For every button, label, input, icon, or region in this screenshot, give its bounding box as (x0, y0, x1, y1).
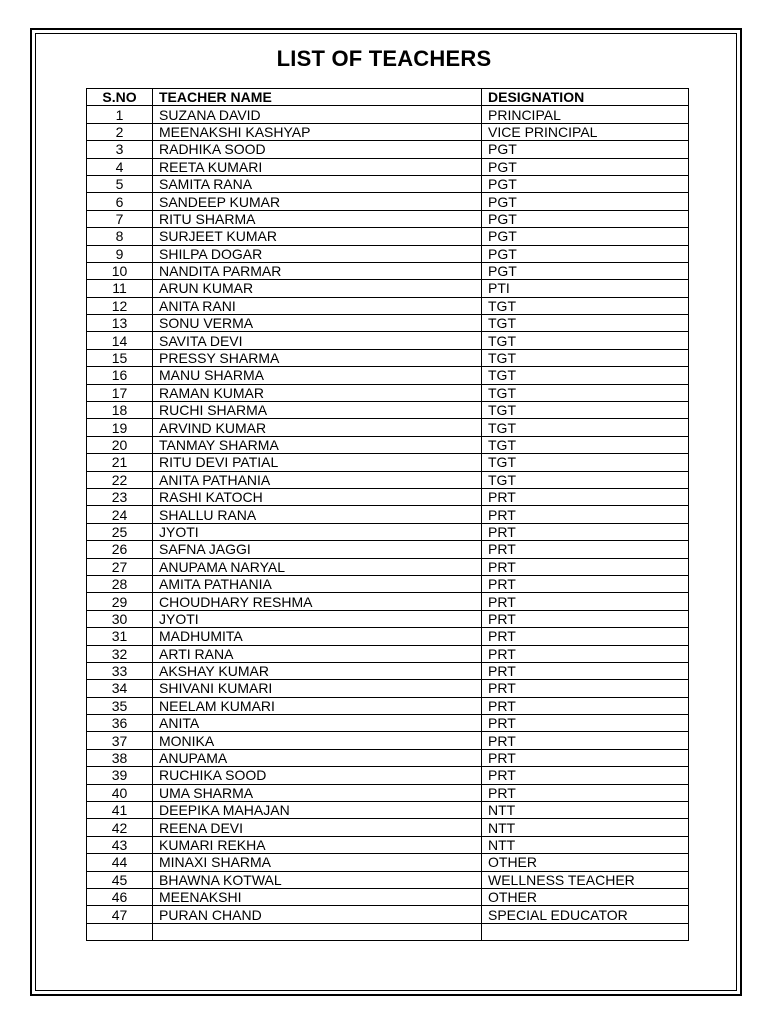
table-row (87, 280, 689, 297)
cell-designation: PRT (482, 610, 689, 627)
cell-teacher-name: KUMARI REKHA (153, 836, 482, 853)
cell-designation: SPECIAL EDUCATOR (482, 906, 689, 923)
cell-designation: OTHER (482, 888, 689, 905)
table-row (87, 541, 689, 558)
cell-sno: 5 (87, 175, 153, 192)
cell-designation: TGT (482, 436, 689, 453)
cell-designation: PGT (482, 210, 689, 227)
cell-teacher-name: RUCHI SHARMA (153, 402, 482, 419)
cell-sno: 7 (87, 210, 153, 227)
cell-sno: 46 (87, 888, 153, 905)
cell-sno: 25 (87, 523, 153, 540)
table-row (87, 819, 689, 836)
cell-teacher-name: ANUPAMA (153, 749, 482, 766)
table-row (87, 419, 689, 436)
table-row (87, 593, 689, 610)
cell-teacher-name: JYOTI (153, 523, 482, 540)
cell-teacher-name: SAFNA JAGGI (153, 541, 482, 558)
cell-designation: PRT (482, 558, 689, 575)
cell-sno: 6 (87, 193, 153, 210)
table-row (87, 436, 689, 453)
table-row (87, 575, 689, 592)
cell-designation: WELLNESS TEACHER (482, 871, 689, 888)
table-row (87, 158, 689, 175)
cell-designation: VICE PRINCIPAL (482, 123, 689, 140)
cell-designation: NTT (482, 836, 689, 853)
cell-sno: 18 (87, 402, 153, 419)
cell-teacher-name: MONIKA (153, 732, 482, 749)
cell-sno (87, 923, 153, 940)
table-row (87, 854, 689, 871)
cell-designation: PRT (482, 697, 689, 714)
cell-designation: PGT (482, 175, 689, 192)
table-row (87, 906, 689, 923)
cell-teacher-name: SUZANA DAVID (153, 106, 482, 123)
table-row (87, 680, 689, 697)
cell-teacher-name: SONU VERMA (153, 315, 482, 332)
cell-sno: 3 (87, 141, 153, 158)
cell-designation: PRINCIPAL (482, 106, 689, 123)
cell-sno: 24 (87, 506, 153, 523)
table-row (87, 384, 689, 401)
cell-sno: 1 (87, 106, 153, 123)
teachers-table (86, 88, 689, 941)
cell-teacher-name: NANDITA PARMAR (153, 262, 482, 279)
cell-sno: 8 (87, 228, 153, 245)
cell-sno: 13 (87, 315, 153, 332)
cell-sno: 21 (87, 454, 153, 471)
cell-teacher-name: MEENAKSHI (153, 888, 482, 905)
cell-sno: 28 (87, 575, 153, 592)
table-row (87, 871, 689, 888)
cell-sno: 42 (87, 819, 153, 836)
cell-teacher-name: AMITA PATHANIA (153, 575, 482, 592)
cell-teacher-name: RITU DEVI PATIAL (153, 454, 482, 471)
table-row (87, 402, 689, 419)
table-row (87, 141, 689, 158)
table-row (87, 262, 689, 279)
cell-teacher-name: PRESSY SHARMA (153, 349, 482, 366)
cell-sno: 26 (87, 541, 153, 558)
cell-teacher-name: SHILPA DOGAR (153, 245, 482, 262)
cell-sno: 40 (87, 784, 153, 801)
cell-teacher-name: ARVIND KUMAR (153, 419, 482, 436)
cell-designation: PGT (482, 141, 689, 158)
cell-sno: 30 (87, 610, 153, 627)
cell-designation: PGT (482, 245, 689, 262)
table-row (87, 175, 689, 192)
table-row (87, 245, 689, 262)
cell-sno: 41 (87, 802, 153, 819)
cell-teacher-name: JYOTI (153, 610, 482, 627)
cell-sno: 10 (87, 262, 153, 279)
table-row (87, 210, 689, 227)
table-row (87, 123, 689, 140)
cell-sno: 27 (87, 558, 153, 575)
table-row (87, 106, 689, 123)
cell-designation: PRT (482, 784, 689, 801)
table-row (87, 715, 689, 732)
cell-designation: TGT (482, 384, 689, 401)
cell-designation: PRT (482, 575, 689, 592)
cell-sno: 39 (87, 767, 153, 784)
cell-teacher-name: NEELAM KUMARI (153, 697, 482, 714)
table-row (87, 523, 689, 540)
cell-designation: TGT (482, 402, 689, 419)
table-row (87, 297, 689, 314)
cell-designation: TGT (482, 315, 689, 332)
table-row (87, 888, 689, 905)
table-row (87, 697, 689, 714)
table-row (87, 836, 689, 853)
cell-teacher-name: AKSHAY KUMAR (153, 662, 482, 679)
table-row (87, 732, 689, 749)
cell-teacher-name: ANITA RANI (153, 297, 482, 314)
cell-teacher-name (153, 923, 482, 940)
cell-teacher-name: SURJEET KUMAR (153, 228, 482, 245)
table-row (87, 802, 689, 819)
cell-designation: PRT (482, 541, 689, 558)
cell-sno: 29 (87, 593, 153, 610)
cell-designation: TGT (482, 454, 689, 471)
cell-designation: PRT (482, 767, 689, 784)
cell-teacher-name: MADHUMITA (153, 628, 482, 645)
cell-sno: 47 (87, 906, 153, 923)
cell-teacher-name: MINAXI SHARMA (153, 854, 482, 871)
cell-teacher-name: UMA SHARMA (153, 784, 482, 801)
cell-sno: 34 (87, 680, 153, 697)
cell-designation: TGT (482, 419, 689, 436)
cell-sno: 16 (87, 367, 153, 384)
cell-sno: 19 (87, 419, 153, 436)
table-row (87, 628, 689, 645)
table-body (87, 106, 689, 941)
cell-designation: TGT (482, 367, 689, 384)
cell-sno: 22 (87, 471, 153, 488)
cell-sno: 35 (87, 697, 153, 714)
cell-teacher-name: ANUPAMA NARYAL (153, 558, 482, 575)
table-row (87, 610, 689, 627)
cell-sno: 17 (87, 384, 153, 401)
table-row (87, 332, 689, 349)
cell-designation (482, 923, 689, 940)
table-row (87, 315, 689, 332)
cell-sno: 2 (87, 123, 153, 140)
cell-designation: PRT (482, 680, 689, 697)
cell-teacher-name: REETA KUMARI (153, 158, 482, 175)
cell-teacher-name: SAVITA DEVI (153, 332, 482, 349)
cell-designation: PRT (482, 523, 689, 540)
cell-designation: TGT (482, 349, 689, 366)
table-row (87, 349, 689, 366)
cell-teacher-name: RADHIKA SOOD (153, 141, 482, 158)
cell-sno: 12 (87, 297, 153, 314)
cell-teacher-name: SHIVANI KUMARI (153, 680, 482, 697)
cell-sno: 11 (87, 280, 153, 297)
page-title: LIST OF TEACHERS (276, 46, 492, 71)
table-row (87, 454, 689, 471)
cell-teacher-name: RAMAN KUMAR (153, 384, 482, 401)
cell-designation: PGT (482, 158, 689, 175)
cell-designation: PRT (482, 732, 689, 749)
table-row (87, 662, 689, 679)
cell-teacher-name: ARUN KUMAR (153, 280, 482, 297)
table-row (87, 193, 689, 210)
cell-designation: PRT (482, 506, 689, 523)
cell-teacher-name: SANDEEP KUMAR (153, 193, 482, 210)
cell-teacher-name: ANITA (153, 715, 482, 732)
cell-sno: 43 (87, 836, 153, 853)
cell-sno: 9 (87, 245, 153, 262)
header-sno: S.NO (87, 89, 153, 106)
cell-sno: 14 (87, 332, 153, 349)
cell-designation: PRT (482, 593, 689, 610)
table-row (87, 923, 689, 940)
table-row (87, 784, 689, 801)
cell-designation: NTT (482, 802, 689, 819)
cell-teacher-name: SAMITA RANA (153, 175, 482, 192)
cell-sno: 36 (87, 715, 153, 732)
cell-sno: 33 (87, 662, 153, 679)
cell-designation: PRT (482, 488, 689, 505)
table-row (87, 228, 689, 245)
cell-teacher-name: RASHI KATOCH (153, 488, 482, 505)
cell-teacher-name: BHAWNA KOTWAL (153, 871, 482, 888)
cell-designation: PRT (482, 662, 689, 679)
cell-designation: PTI (482, 280, 689, 297)
cell-sno: 32 (87, 645, 153, 662)
table-row (87, 471, 689, 488)
table-row (87, 749, 689, 766)
cell-teacher-name: DEEPIKA MAHAJAN (153, 802, 482, 819)
cell-designation: TGT (482, 297, 689, 314)
cell-teacher-name: REENA DEVI (153, 819, 482, 836)
table-row (87, 558, 689, 575)
cell-sno: 37 (87, 732, 153, 749)
cell-designation: TGT (482, 471, 689, 488)
cell-designation: PRT (482, 715, 689, 732)
cell-designation: PGT (482, 262, 689, 279)
cell-teacher-name: ANITA PATHANIA (153, 471, 482, 488)
cell-sno: 38 (87, 749, 153, 766)
cell-sno: 45 (87, 871, 153, 888)
cell-sno: 23 (87, 488, 153, 505)
table-row (87, 767, 689, 784)
cell-sno: 31 (87, 628, 153, 645)
cell-designation: NTT (482, 819, 689, 836)
table-row (87, 367, 689, 384)
cell-sno: 20 (87, 436, 153, 453)
cell-teacher-name: TANMAY SHARMA (153, 436, 482, 453)
cell-teacher-name: PURAN CHAND (153, 906, 482, 923)
cell-teacher-name: MEENAKSHI KASHYAP (153, 123, 482, 140)
cell-teacher-name: ARTI RANA (153, 645, 482, 662)
cell-designation: TGT (482, 332, 689, 349)
cell-designation: PGT (482, 228, 689, 245)
cell-teacher-name: RITU SHARMA (153, 210, 482, 227)
table-header-row (87, 89, 689, 106)
table-row (87, 645, 689, 662)
cell-sno: 44 (87, 854, 153, 871)
cell-designation: PRT (482, 628, 689, 645)
cell-teacher-name: RUCHIKA SOOD (153, 767, 482, 784)
cell-designation: PRT (482, 645, 689, 662)
cell-designation: PGT (482, 193, 689, 210)
cell-teacher-name: SHALLU RANA (153, 506, 482, 523)
table-row (87, 506, 689, 523)
cell-sno: 15 (87, 349, 153, 366)
table-row (87, 488, 689, 505)
cell-sno: 4 (87, 158, 153, 175)
cell-designation: OTHER (482, 854, 689, 871)
cell-teacher-name: CHOUDHARY RESHMA (153, 593, 482, 610)
header-designation: DESIGNATION (482, 89, 689, 106)
cell-teacher-name: MANU SHARMA (153, 367, 482, 384)
header-teacher-name: TEACHER NAME (153, 89, 482, 106)
cell-designation: PRT (482, 749, 689, 766)
